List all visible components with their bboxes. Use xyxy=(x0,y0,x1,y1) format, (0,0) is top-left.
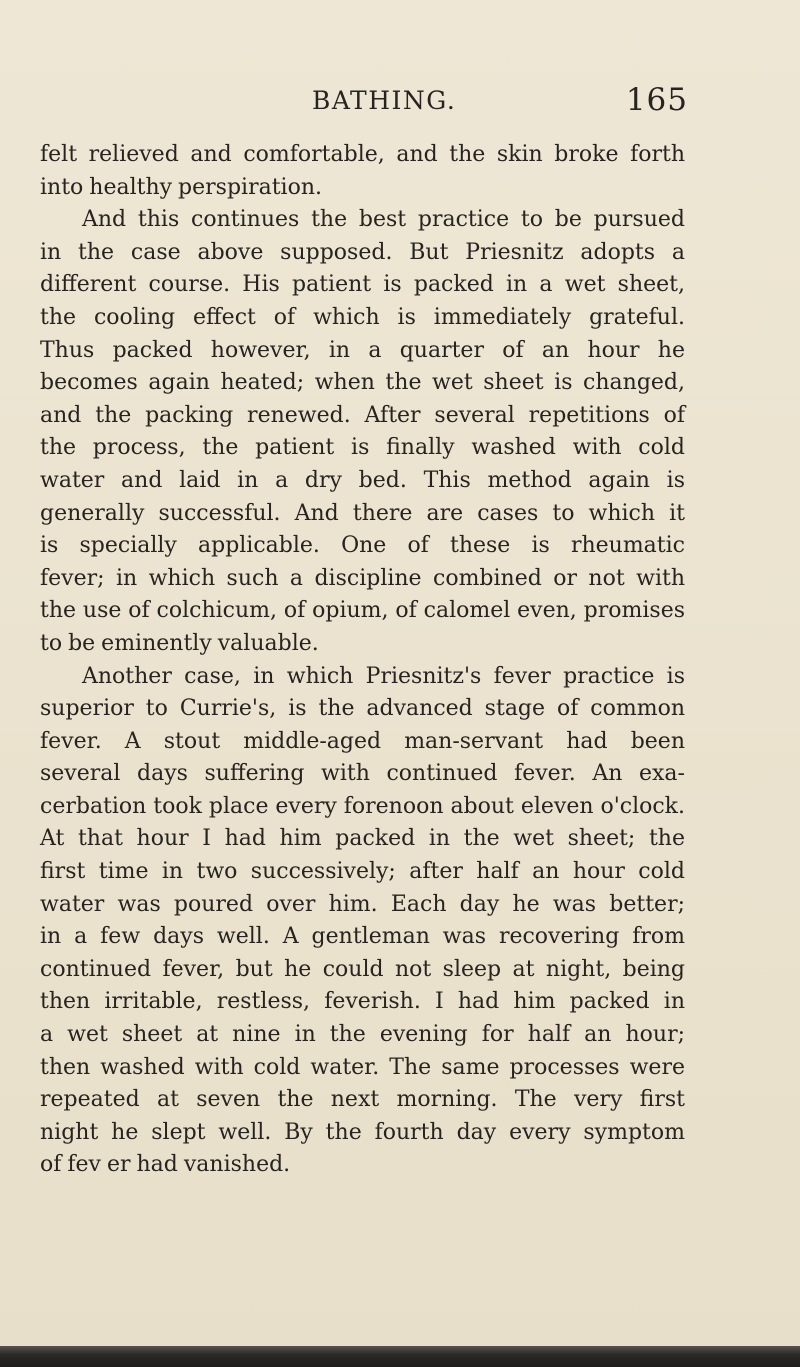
text-line: different course. His patient is packed in a wet sheet, xyxy=(40,272,685,298)
running-head xyxy=(40,82,688,122)
text-line: fever; in which such a discipline combined or not with xyxy=(40,565,685,591)
text-line: water was poured over him. Each day he was better; xyxy=(40,891,685,917)
text-line: the process, the patient is finally washed with cold xyxy=(40,435,685,461)
text-line: the cooling effect of which is immediately grateful. xyxy=(40,304,685,330)
text-line: is specially applicable. One of these is rheumatic xyxy=(40,533,685,559)
text-line: and the packing renewed. After several repetitions of xyxy=(40,402,685,428)
page-edge-shadow xyxy=(0,1346,800,1367)
text-line: in the case above supposed. But Priesnitz adopts a xyxy=(40,239,685,265)
text-line: superior to Currie's, is the advanced stage of common xyxy=(40,696,685,722)
text-line: several days suffering with continued fever. An exa- xyxy=(40,761,685,787)
page-number: 165 xyxy=(625,82,688,118)
text-line: to be eminently valuable. xyxy=(40,630,319,656)
text-line: into healthy perspiration. xyxy=(40,174,323,200)
text-line: fever. A stout middle-aged man-servant had been xyxy=(40,728,685,754)
text-line: Another case, in which Priesnitz's fever practice is xyxy=(82,663,685,689)
text-line: becomes again heated; when the wet sheet is changed, xyxy=(40,370,685,396)
text-line: At that hour I had him packed in the wet sheet; the xyxy=(40,826,685,852)
text-line: a wet sheet at nine in the evening for half an hour; xyxy=(40,1022,685,1048)
running-title: BATHING. xyxy=(312,86,457,115)
text-line: cerbation took place every forenoon about eleven o'clock. xyxy=(40,793,685,819)
text-line: continued fever, but he could not sleep at night, being xyxy=(40,956,685,982)
text-line: felt relieved and comfortable, and the skin broke forth xyxy=(40,142,685,167)
body-text xyxy=(40,139,685,1182)
text-line: And this continues the best practice to be pursued xyxy=(82,207,685,233)
text-line: of fev er had vanished. xyxy=(40,1152,291,1178)
text-line: then irritable, restless, feverish. I had him packed in xyxy=(40,989,685,1015)
text-line: Thus packed however, in a quarter of an hour he xyxy=(40,337,685,363)
text-line: first time in two successively; after half an hour cold xyxy=(40,859,685,885)
text-line: in a few days well. A gentleman was recovering from xyxy=(40,924,685,950)
text-line: generally successful. And there are cases to which it xyxy=(40,500,685,526)
text-line: repeated at seven the next morning. The very first xyxy=(40,1087,685,1113)
text-line: the use of colchicum, of opium, of calomel even, promises xyxy=(40,598,685,624)
text-line: night he slept well. By the fourth day every symptom xyxy=(40,1119,685,1145)
text-line: water and laid in a dry bed. This method again is xyxy=(40,467,685,493)
text-line: then washed with cold water. The same processes were xyxy=(40,1054,685,1080)
